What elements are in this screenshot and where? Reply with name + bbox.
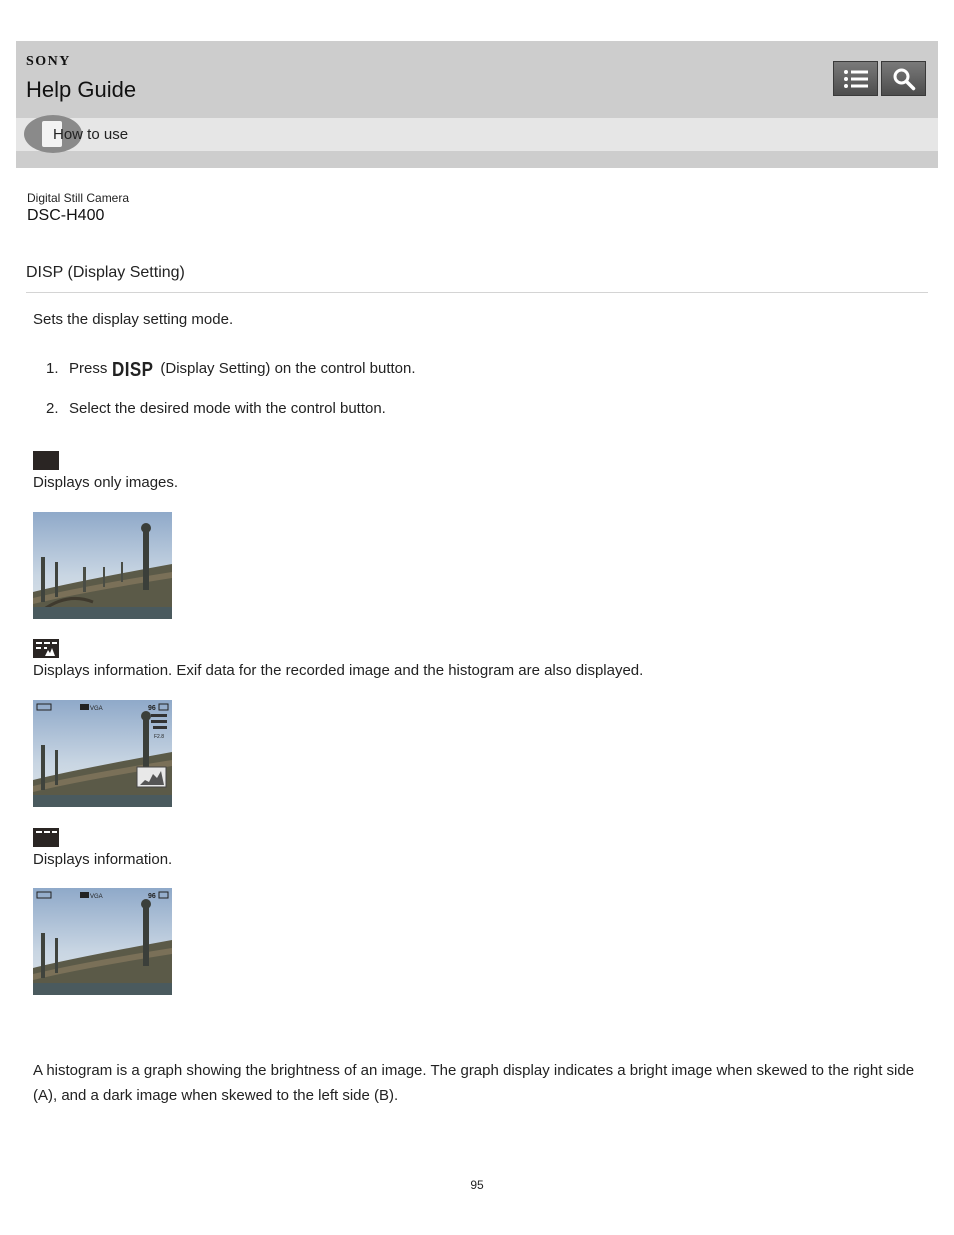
- section-link-how-to-use[interactable]: How to use: [53, 126, 129, 143]
- step-number: 2.: [46, 400, 59, 417]
- overlay-image-size: VGA: [90, 894, 103, 900]
- product-category: Digital Still Camera: [27, 191, 130, 205]
- step-text: Select the desired mode with the control button.: [69, 400, 386, 417]
- search-button[interactable]: [881, 61, 926, 96]
- bridge-photo: [33, 512, 172, 619]
- overlay-image-size: VGA: [90, 706, 103, 712]
- brand-logo: SONY: [26, 54, 71, 69]
- page-title: DISP (Display Setting): [26, 264, 185, 281]
- mode-description: Displays only images.: [33, 474, 179, 491]
- search-icon: [892, 67, 916, 91]
- toc-button[interactable]: [833, 61, 878, 96]
- page-number: 95: [470, 1178, 484, 1192]
- info-histogram-icon: [33, 639, 59, 658]
- list-icon: [843, 68, 869, 90]
- intro-text: Sets the display setting mode.: [33, 311, 234, 328]
- section-bar: [16, 118, 938, 151]
- step-2: [46, 400, 386, 417]
- disp-button-icon: DISP: [111, 359, 153, 381]
- step-text-after: (Display Setting) on the control button.: [160, 360, 416, 377]
- overlay-counter: 96: [148, 705, 156, 712]
- bridge-photo-with-basic-info: [33, 888, 172, 995]
- guide-title[interactable]: Help Guide: [26, 77, 137, 102]
- heading-divider: [26, 292, 928, 293]
- image-only-icon: [33, 451, 59, 470]
- help-guide-header: [16, 41, 938, 168]
- mode-description: Displays information. Exif data for the recorded image and the histogram are also displayed.: [33, 662, 644, 679]
- product-model: DSC-H400: [27, 207, 105, 224]
- overlay-f-number: F2.8: [154, 734, 165, 740]
- bridge-photo-with-info: [33, 700, 172, 807]
- histogram-note: A histogram is a graph showing the brightness of an image. The graph display indicates a bright image when skewed to the right side (A), and a dark image when skewed to the left side (B).: [33, 1062, 915, 1104]
- step-1: [46, 359, 416, 382]
- info-icon: [33, 828, 59, 847]
- overlay-counter: 96: [148, 893, 156, 900]
- step-number: 1.: [46, 360, 59, 377]
- mode-description: Displays information.: [33, 851, 173, 868]
- step-text-before: Press: [69, 360, 108, 377]
